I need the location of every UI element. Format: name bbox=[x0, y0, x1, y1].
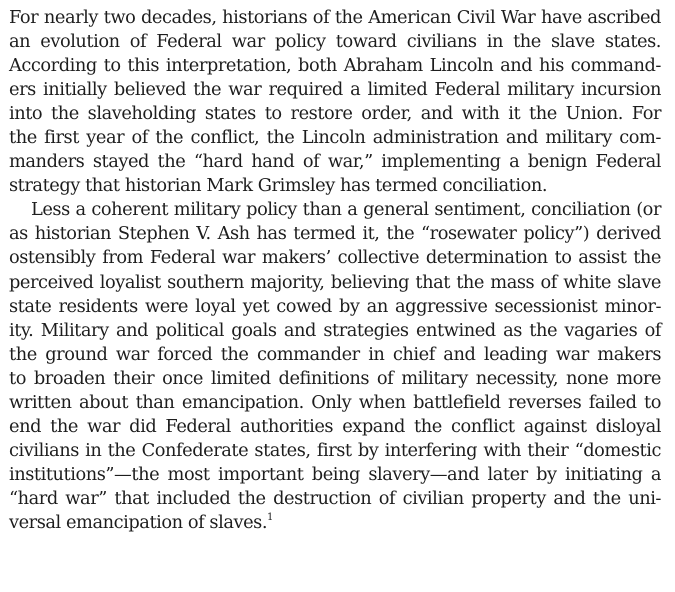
text-line: manders stayed the “hard hand of war,” implementing a benign Federal bbox=[9, 151, 661, 173]
text-line: end the war did Federal authorities expand the conflict against disloyal bbox=[9, 415, 661, 437]
text-line: For nearly two decades, historians of the American Civil War have ascribed bbox=[9, 7, 661, 28]
text-line: ers initially believed the war required a limited Federal military incursion bbox=[9, 79, 661, 101]
text-line: to broaden their once limited definitions of military necessity, none more bbox=[9, 367, 661, 389]
text-line: state residents were loyal yet cowed by an aggressive secessionist minor- bbox=[9, 295, 661, 317]
text-line: institutions”—the most important being slavery—and later by initiating a bbox=[9, 463, 661, 485]
text-line: into the slaveholding states to restore order, and with it the Union. For bbox=[9, 103, 661, 125]
text-line: an evolution of Federal war policy toward civilians in the slave states. bbox=[9, 31, 661, 53]
document-page bbox=[9, 6, 661, 535]
paragraph-1 bbox=[9, 6, 661, 198]
text-line: Less a coherent military policy than a general sentiment, conciliation (or bbox=[31, 199, 661, 221]
text-line-final-text: versal emancipation of slaves. bbox=[9, 511, 268, 533]
text-line: civilians in the Confederate states, first by interfering with their “domestic bbox=[9, 439, 661, 461]
text-line: the first year of the conflict, the Lincoln administration and military com- bbox=[9, 127, 661, 149]
text-line: the ground war forced the commander in chief and leading war makers bbox=[9, 343, 661, 365]
text-line: strategy that historian Mark Grimsley has termed conciliation. bbox=[9, 175, 548, 197]
paragraph-2 bbox=[9, 198, 661, 535]
text-line-final bbox=[9, 511, 661, 535]
text-line: perceived loyalist southern majority, believing that the mass of white slave bbox=[9, 271, 661, 293]
text-line: ostensibly from Federal war makers’ collective determination to assist the bbox=[9, 247, 661, 269]
text-line: According to this interpretation, both Abraham Lincoln and his command- bbox=[9, 55, 661, 77]
text-line: written about than emancipation. Only when battlefield reverses failed to bbox=[9, 391, 661, 413]
text-line: “hard war” that included the destruction of civilian property and the uni- bbox=[9, 487, 661, 509]
text-line: as historian Stephen V. Ash has termed it, the “rosewater policy”) derived bbox=[9, 223, 661, 245]
text-line: ity. Military and political goals and strategies entwined as the vagaries of bbox=[9, 319, 661, 341]
footnote-marker[interactable]: 1 bbox=[267, 512, 273, 524]
